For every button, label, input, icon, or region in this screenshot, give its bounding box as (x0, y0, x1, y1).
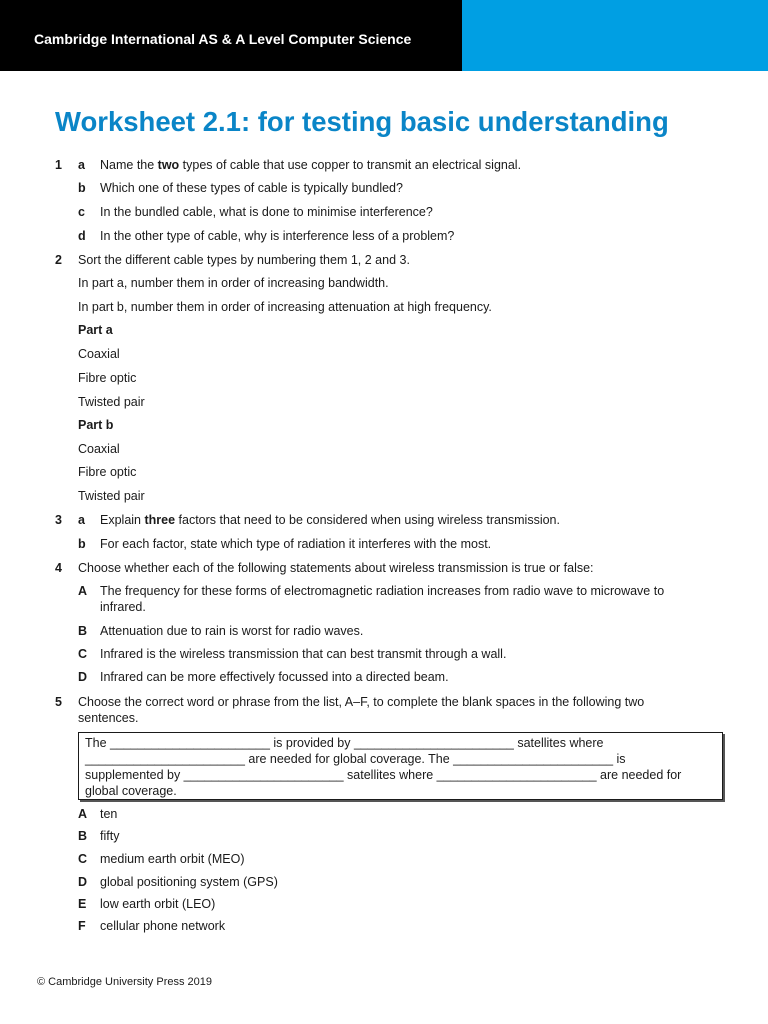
option-text: fifty (100, 829, 120, 843)
question-text: In the bundled cable, what is done to minimise interference? (100, 205, 433, 219)
part-label: Part a (78, 323, 113, 337)
question-text: In part a, number them in order of increasing bandwidth. (78, 276, 389, 290)
cable-type: Coaxial (78, 347, 120, 361)
blank-sentence-line: _______________________ are needed for global coverage. The _______________________ is (85, 752, 626, 766)
question-text: Which one of these types of cable is typically bundled? (100, 181, 403, 195)
cable-type: Coaxial (78, 442, 120, 456)
option-letter: E (78, 897, 87, 911)
copyright-footer: © Cambridge University Press 2019 (37, 976, 213, 988)
option-text: ten (100, 807, 118, 821)
option-letter: B (78, 829, 88, 843)
statement-letter: C (78, 647, 88, 661)
option-letter: F (78, 919, 86, 933)
statement-text: Infrared can be more effectively focussed into a directed beam. (100, 670, 449, 684)
question-text: sentences. (78, 711, 139, 725)
option-letter: A (78, 807, 88, 821)
cable-type: Twisted pair (78, 395, 145, 409)
statement-text: The frequency for these forms of electromagnetic radiation increases from radio wave to microwave to (100, 584, 665, 598)
question-number: 4 (55, 561, 62, 575)
blank-sentence-line: The _______________________ is provided by _______________________ satellites where (85, 736, 604, 750)
question-number: 2 (55, 253, 62, 267)
option-text: global positioning system (GPS) (100, 875, 278, 889)
part-letter: b (78, 181, 86, 195)
question-number: 5 (55, 695, 62, 709)
question-text: Name the two types of cable that use copper to transmit an electrical signal. (100, 158, 522, 172)
option-text: low earth orbit (LEO) (100, 897, 216, 911)
statement-letter: B (78, 624, 88, 638)
statement-letter: D (78, 670, 88, 684)
part-letter: b (78, 537, 86, 551)
header-accent-bar (462, 0, 768, 71)
option-text: cellular phone network (100, 919, 226, 933)
question-text: Choose the correct word or phrase from the list, A–F, to complete the blank spaces in the following two (78, 695, 645, 709)
statement-letter: A (78, 584, 88, 598)
question-text: In the other type of cable, why is interference less of a problem? (100, 229, 455, 243)
blank-sentence-line: global coverage. (85, 784, 177, 798)
option-letter: C (78, 852, 88, 866)
question-text: Choose whether each of the following statements about wireless transmission is true or false: (78, 561, 594, 575)
part-letter: a (78, 158, 85, 172)
part-letter: c (78, 205, 85, 219)
statement-text: infrared. (100, 600, 146, 614)
worksheet-title: Worksheet 2.1: for testing basic understanding (55, 106, 669, 137)
part-letter: d (78, 229, 86, 243)
question-text: For each factor, state which type of radiation it interferes with the most. (100, 537, 492, 551)
part-label: Part b (78, 418, 114, 432)
question-number: 1 (55, 158, 62, 172)
question-text: Explain three factors that need to be considered when using wireless transmission. (100, 513, 560, 527)
cable-type: Twisted pair (78, 489, 145, 503)
cable-type: Fibre optic (78, 465, 137, 479)
part-letter: a (78, 513, 85, 527)
blank-sentence-line: supplemented by _______________________ satellites where _______________________ are needed for (85, 768, 682, 782)
statement-text: Attenuation due to rain is worst for radio waves. (100, 624, 364, 638)
question-text: Sort the different cable types by numbering them 1, 2 and 3. (78, 253, 410, 267)
page-header (0, 0, 768, 71)
question-text: In part b, number them in order of increasing attenuation at high frequency. (78, 300, 492, 314)
question-number: 3 (55, 513, 62, 527)
header-title: Cambridge International AS & A Level Computer Science (0, 0, 462, 71)
fill-in-blanks-box (78, 732, 723, 800)
option-letter: D (78, 875, 88, 889)
cable-type: Fibre optic (78, 371, 137, 385)
option-text: medium earth orbit (MEO) (100, 852, 245, 866)
statement-text: Infrared is the wireless transmission that can best transmit through a wall. (100, 647, 507, 661)
